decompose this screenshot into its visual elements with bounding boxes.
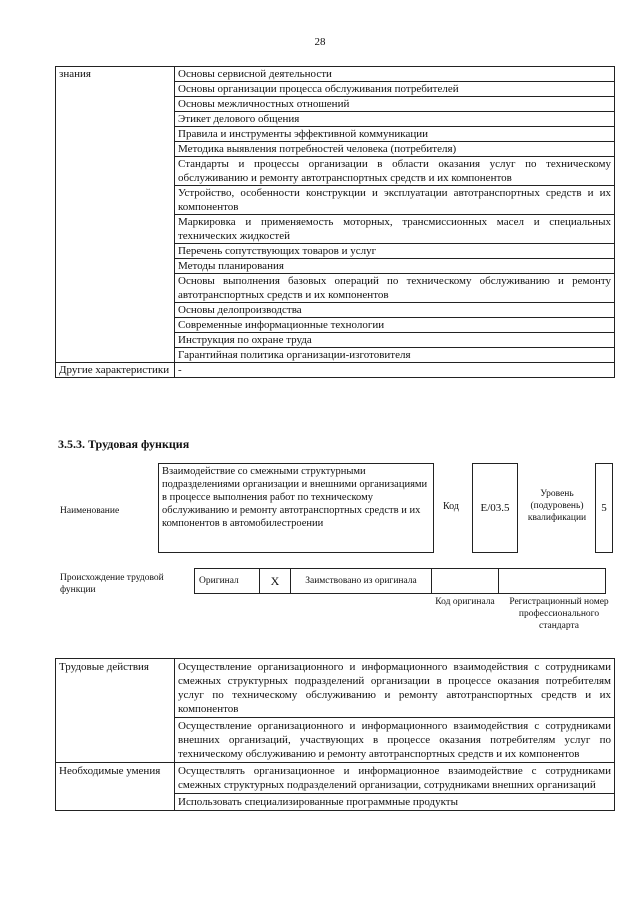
skill-item: Осуществлять организационное и информационное взаимодействие с сотрудниками смежных структурных подразделений организации, сотрудниками внешних организаций	[175, 763, 615, 794]
table-row	[56, 659, 615, 718]
original-mark: X	[270, 573, 280, 588]
level-box	[595, 463, 613, 553]
table-row	[56, 763, 615, 794]
knowledge-table	[55, 66, 615, 378]
knowledge-item: Основы выполнения базовых операций по техническому обслуживанию и ремонту автотранспортных средств и их компонентов	[175, 274, 615, 303]
reg-number-label: Регистрационный номер профессионального стандарта	[509, 597, 609, 631]
skill-item: Использовать специализированные программные продукты	[175, 794, 615, 811]
level-label: Уровень (подуровень) квалификации	[527, 489, 587, 523]
borrowed-cell	[291, 569, 432, 594]
code-original-cell	[432, 569, 499, 594]
code-value: E/03.5	[480, 502, 510, 514]
knowledge-item: Основы сервисной деятельности	[175, 67, 615, 82]
code-label: Код	[443, 501, 459, 512]
original-label: Оригинал	[199, 576, 239, 586]
knowledge-item: Стандарты и процессы организации в области оказания услуг по техническому обслуживанию и ремонту автотранспортных средств и их компонентов	[175, 157, 615, 186]
knowledge-item: Основы организации процесса обслуживания потребителей	[175, 82, 615, 97]
other-value: -	[175, 363, 615, 378]
knowledge-item: Инструкция по охране труда	[175, 333, 615, 348]
borrowed-label: Заимствовано из оригинала	[305, 575, 417, 586]
origin-label: Происхождение трудовой функции	[60, 573, 164, 595]
knowledge-item: Этикет делового общения	[175, 112, 615, 127]
original-cell	[195, 569, 260, 594]
other-label: Другие характеристики	[56, 363, 175, 378]
origin-table	[194, 568, 606, 594]
knowledge-item: Методы планирования	[175, 259, 615, 274]
level-value: 5	[601, 502, 607, 514]
code-original-label: Код оригинала	[435, 597, 495, 607]
name-label: Наименование	[60, 506, 120, 516]
knowledge-item: Гарантийная политика организации-изготовителя	[175, 348, 615, 363]
page-number: 28	[314, 36, 326, 48]
labor-actions-label: Трудовые действия	[56, 659, 175, 763]
other-row	[56, 363, 615, 378]
code-box	[472, 463, 518, 553]
reg-number-cell	[499, 569, 606, 594]
knowledge-row	[56, 67, 615, 82]
skills-label: Необходимые умения	[56, 763, 175, 811]
section-heading: 3.5.3. Трудовая функция	[58, 437, 190, 451]
function-name-box	[158, 463, 434, 553]
knowledge-item: Устройство, особенности конструкции и эксплуатации автотранспортных средств и их компонентов	[175, 186, 615, 215]
original-mark-cell	[260, 569, 291, 594]
knowledge-item: Основы межличностных отношений	[175, 97, 615, 112]
labor-action-item: Осуществление организационного и информационного взаимодействия с сотрудниками смежных структурных подразделений организации в процессе оказания потребителям услуг по техническому обслуживанию и ремонту автотранспортных средств и их компонентов	[175, 659, 615, 718]
function-name-value: Взаимодействие со смежными структурными подразделениями организации и внешними организациями в процессе выполнения работ по техническому обслуживанию и ремонту автотранспортных средств и их компонентов в автомобилестроении	[162, 466, 428, 529]
knowledge-item: Основы делопроизводства	[175, 303, 615, 318]
knowledge-item: Правила и инструменты эффективной коммуникации	[175, 127, 615, 142]
knowledge-item: Современные информационные технологии	[175, 318, 615, 333]
knowledge-item: Перечень сопутствующих товаров и услуг	[175, 244, 615, 259]
labor-action-item: Осуществление организационного и информационного взаимодействия с сотрудниками внешних организаций, участвующих в процессе оказания потребителям услуг по техническому обслуживанию и ремонту автотранспортных средств и их компонентов	[175, 718, 615, 763]
knowledge-label: знания	[56, 67, 175, 363]
knowledge-item: Методика выявления потребностей человека (потребителя)	[175, 142, 615, 157]
knowledge-item: Маркировка и применяемость моторных, трансмиссионных масел и специальных технических жидкостей	[175, 215, 615, 244]
actions-table	[55, 658, 615, 811]
